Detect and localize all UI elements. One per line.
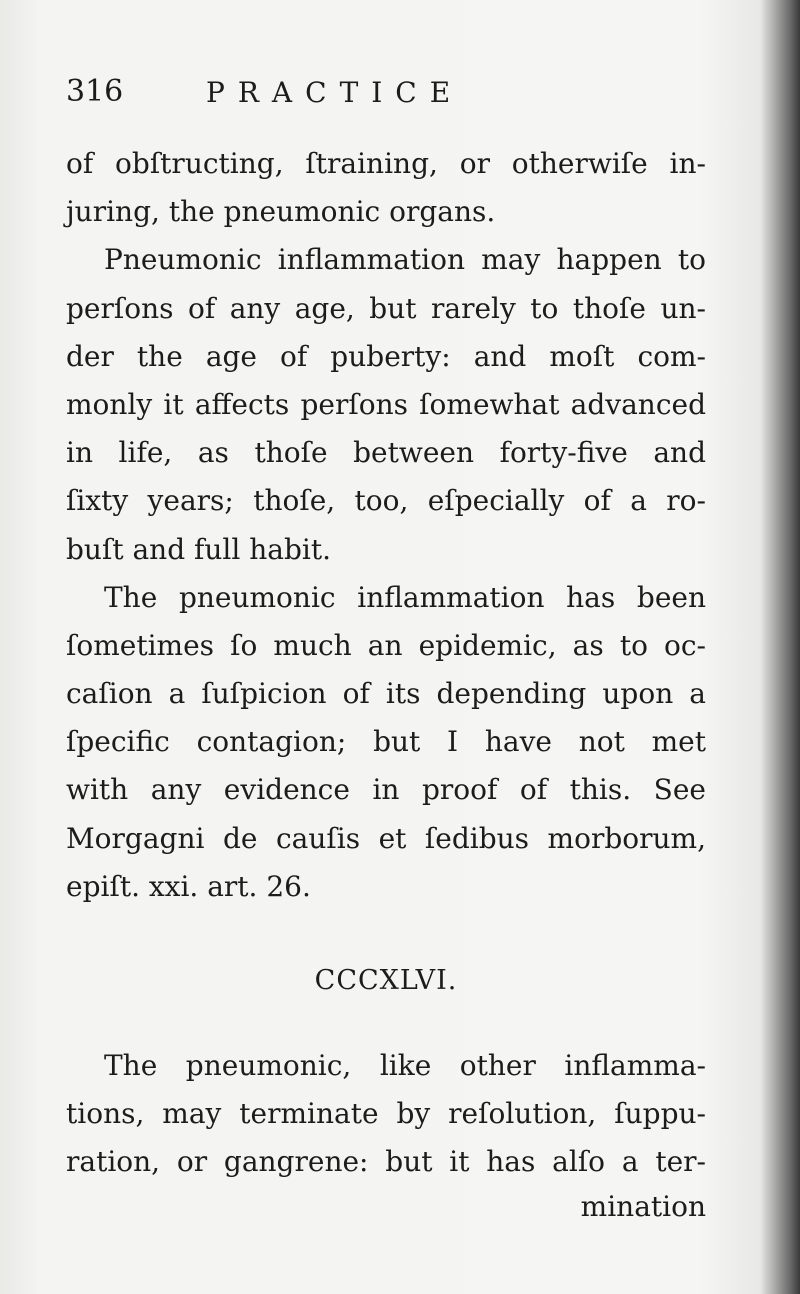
section-heading: CCCXLVI. (314, 965, 458, 996)
running-head: PRACTICE (206, 76, 464, 109)
text-line: Pneumonic inflammation may happen to (104, 243, 706, 277)
body-text-top (66, 140, 706, 911)
page-header (66, 74, 706, 114)
text-line: monly it affects perſons ſomewhat advanced (66, 387, 706, 421)
text-line: The pneumonic inflammation has been (104, 580, 706, 614)
text-line: perſons of any age, but rarely to thoſe un- (66, 291, 706, 325)
text-line: of obſtructing, ſtraining, or otherwiſe in- (66, 147, 706, 180)
text-line: Morgagni de cauſis et ſedibus morborum, (66, 821, 706, 855)
text-line: ration, or gangrene: but it has alſo a ter- (66, 1145, 706, 1179)
body-text-bottom (66, 1042, 706, 1187)
text-line: tions, may terminate by reſolution, ſuppu- (66, 1097, 706, 1131)
text-line: The pneumonic, like other inflamma- (104, 1049, 706, 1082)
text-line: der the age of puberty: and moſt com- (66, 339, 706, 373)
text-line: juring, the pneumonic organs. (66, 195, 496, 229)
text-line: buſt and full habit. (66, 532, 331, 566)
catchword: mination (580, 1190, 706, 1223)
text-line: with any evidence in proof of this. See (66, 773, 706, 807)
text-line: ſixty years; thoſe, too, eſpecially of a ro- (66, 484, 706, 518)
text-line: caſion a ſuſpicion of its depending upon a (66, 677, 706, 711)
text-line: in life, as thoſe between forty-five and (66, 436, 706, 470)
page-number: 316 (66, 74, 124, 109)
text-line: ſometimes ſo much an epidemic, as to oc- (66, 628, 706, 662)
text-line: epiſt. xxi. art. 26. (66, 869, 311, 903)
text-line: ſpecific contagion; but I have not met (66, 725, 706, 759)
